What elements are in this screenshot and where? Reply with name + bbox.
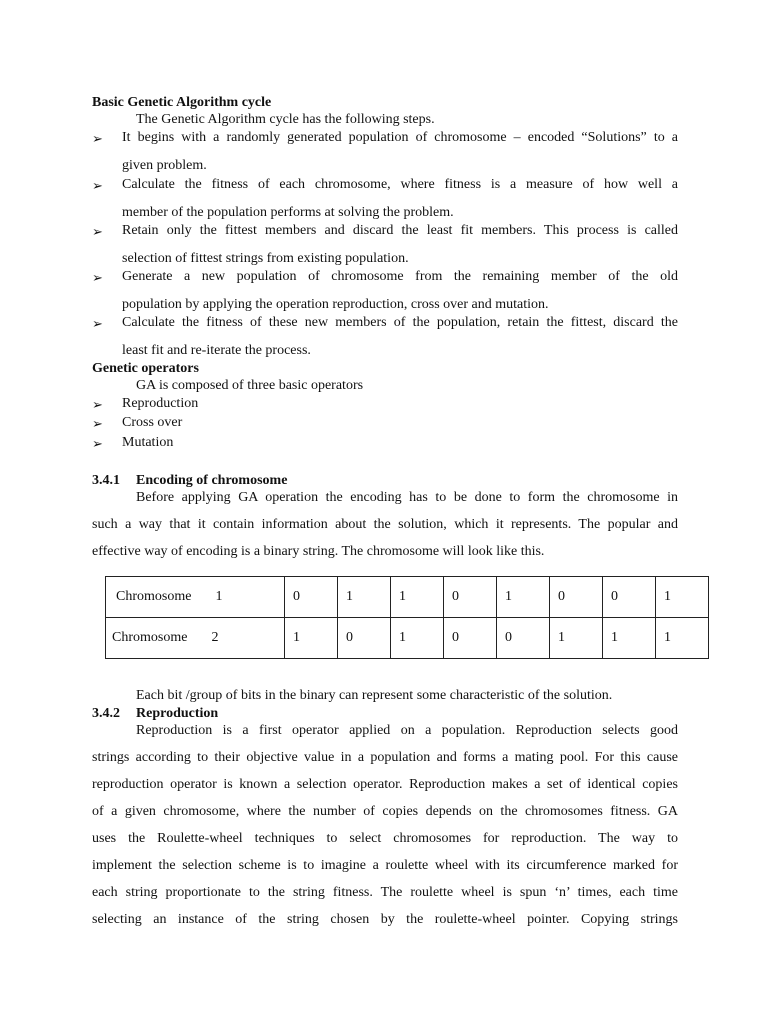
step-5-line-1: Calculate the fitness of these new members of the population, retain the fittest, discard the — [122, 315, 678, 330]
bit-cell: 1 — [338, 577, 391, 618]
bit-cell: 0 — [497, 618, 550, 659]
chromosome-label-cell — [106, 618, 285, 659]
step-2-line-1: Calculate the fitness of each chromosome, where fitness is a measure of how well a — [122, 177, 678, 192]
bit-cell: 1 — [656, 618, 709, 659]
step-2-line-2: member of the population performs at solving the problem. — [122, 205, 454, 220]
bit-cell: 0 — [550, 577, 603, 618]
bit-cell: 1 — [550, 618, 603, 659]
step-3-line-2: selection of fittest strings from existing population. — [122, 251, 409, 266]
section-title-genetic-operators: Genetic operators — [92, 361, 199, 376]
bit-cell: 0 — [338, 618, 391, 659]
bit-cell: 1 — [391, 618, 444, 659]
bit-cell: 1 — [497, 577, 550, 618]
reproduction-para-line-2: strings according to their objective value in a population and forms a mating pool. For this cause — [92, 750, 678, 765]
arrow-bullet-icon: ➢ — [92, 436, 103, 451]
arrow-bullet-icon: ➢ — [92, 131, 103, 146]
arrow-bullet-icon: ➢ — [92, 416, 103, 431]
encoding-para-line-3: effective way of encoding is a binary string. The chromosome will look like this. — [92, 544, 545, 559]
reproduction-para-line-8: selecting an instance of the string chosen by the roulette-wheel pointer. Copying strings — [92, 912, 678, 927]
chromosome-label-cell — [106, 577, 285, 618]
reproduction-para-line-4: of a given chromosome, where the number of copies depends on the chromosomes fitness. GA — [92, 804, 678, 819]
operator-reproduction: Reproduction — [122, 396, 199, 411]
encoding-para-line-2: such a way that it contain information about the solution, which it represents. The popular and — [92, 517, 678, 532]
bit-cell: 1 — [603, 618, 656, 659]
reproduction-para-line-3: reproduction operator is known a selection operator. Reproduction makes a set of identical copies — [92, 777, 678, 792]
basic-cycle-intro: The Genetic Algorithm cycle has the following steps. — [136, 112, 435, 127]
arrow-bullet-icon: ➢ — [92, 397, 103, 412]
bit-cell: 0 — [444, 618, 497, 659]
operator-mutation: Mutation — [122, 435, 174, 450]
step-4-line-2: population by applying the operation reproduction, cross over and mutation. — [122, 297, 549, 312]
bit-cell: 1 — [391, 577, 444, 618]
table-row — [106, 618, 709, 659]
bit-cell: 0 — [444, 577, 497, 618]
step-3-line-1: Retain only the fittest members and discard the least fit members. This process is called — [122, 223, 678, 238]
chromosome-label: Chromosome — [112, 630, 188, 645]
section-number-3-4-1: 3.4.1 — [92, 473, 120, 488]
step-1-line-2: given problem. — [122, 158, 207, 173]
arrow-bullet-icon: ➢ — [92, 270, 103, 285]
section-title-basic-cycle: Basic Genetic Algorithm cycle — [92, 95, 272, 110]
step-4-line-1: Generate a new population of chromosome from the remaining member of the old — [122, 269, 678, 284]
arrow-bullet-icon: ➢ — [92, 316, 103, 331]
reproduction-para-line-1: Reproduction is a first operator applied on a population. Reproduction selects good — [136, 723, 678, 738]
arrow-bullet-icon: ➢ — [92, 178, 103, 193]
step-5-line-2: least fit and re-iterate the process. — [122, 343, 311, 358]
reproduction-para-line-5: uses the Roulette-wheel techniques to select chromosomes for reproduction. The way to — [92, 831, 678, 846]
encoding-para-line-1: Before applying GA operation the encoding has to be done to form the chromosome in — [136, 490, 678, 505]
step-1-line-1: It begins with a randomly generated population of chromosome – encoded “Solutions” to a — [122, 130, 678, 145]
chromosome-table — [105, 576, 709, 659]
chromosome-label: Chromosome — [116, 589, 192, 604]
bit-cell: 0 — [285, 577, 338, 618]
section-number-3-4-2: 3.4.2 — [92, 706, 120, 721]
bit-cell: 1 — [656, 577, 709, 618]
chromosome-number: 1 — [215, 589, 223, 604]
reproduction-para-line-7: each string proportionate to the string fitness. The roulette wheel is spun ‘n’ times, each time — [92, 885, 678, 900]
section-title-reproduction: Reproduction — [136, 706, 219, 721]
section-title-encoding: Encoding of chromosome — [136, 473, 288, 488]
bit-cell: 1 — [285, 618, 338, 659]
reproduction-para-line-6: implement the selection scheme is to imagine a roulette wheel with its circumference marked for — [92, 858, 678, 873]
encoding-note: Each bit /group of bits in the binary can represent some characteristic of the solution. — [136, 688, 613, 703]
operator-cross-over: Cross over — [122, 415, 183, 430]
table-row — [106, 577, 709, 618]
arrow-bullet-icon: ➢ — [92, 224, 103, 239]
genetic-operators-intro: GA is composed of three basic operators — [136, 378, 364, 393]
chromosome-number: 2 — [211, 630, 219, 645]
bit-cell: 0 — [603, 577, 656, 618]
